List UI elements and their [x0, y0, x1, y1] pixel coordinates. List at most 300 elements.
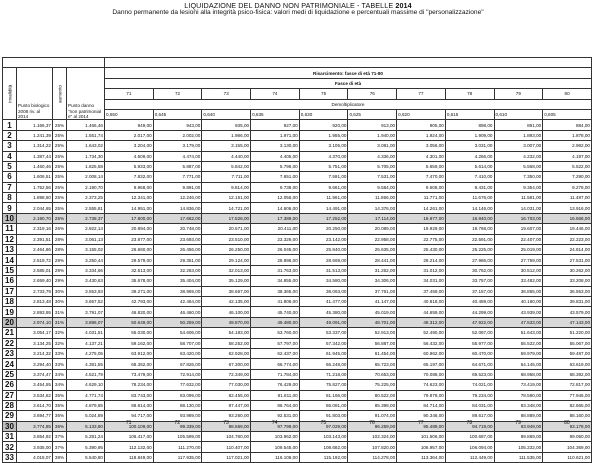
row-value: 97.029,00: [299, 421, 348, 431]
row-value: 17.252,00: [299, 213, 348, 223]
row-value: 25.635,00: [348, 245, 397, 255]
row-value: 73.479,00: [105, 369, 154, 379]
row-value: 4.440,00: [202, 151, 251, 161]
row-aumento: 25%: [53, 213, 67, 223]
footer-age: 75: [320, 420, 327, 426]
row-value: 17.662,00: [153, 213, 202, 223]
header-left-blank: [3, 58, 105, 68]
row-aumento: 25%: [53, 151, 67, 161]
row-value: 5.796,00: [251, 161, 300, 171]
row-value: 44.659,00: [397, 307, 446, 317]
row-value: 91.074,00: [348, 411, 397, 421]
table-row: [3, 224, 592, 234]
row-punto-biologico: 2.190,70: [17, 213, 53, 223]
row-invalidita: 18: [3, 296, 17, 306]
row-invalidita: 4: [3, 151, 17, 161]
row-value: 47.143,00: [543, 317, 592, 327]
footer-age: 80: [564, 420, 570, 426]
row-value: 81.811,00: [251, 390, 300, 400]
row-value: 38.969,00: [153, 286, 202, 296]
title-year: 2014: [395, 1, 412, 10]
row-value: 52.490,00: [397, 328, 446, 338]
row-value: 96.259,00: [348, 421, 397, 431]
row-value: 81.166,00: [299, 390, 348, 400]
row-punto-biologico: 2.585,01: [17, 265, 53, 275]
row-value: 32.513,00: [105, 265, 154, 275]
row-value: 2.982,00: [543, 141, 592, 151]
header-coeff: 0,630: [299, 109, 348, 119]
row-punto-biologico: 2.659,40: [17, 276, 53, 286]
row-value: 23.142,00: [299, 234, 348, 244]
row-value: 52.913,00: [348, 328, 397, 338]
row-punto-danno: 4.521,79: [67, 369, 105, 379]
row-aumento: 25%: [53, 161, 67, 171]
row-value: 61.454,00: [348, 348, 397, 358]
row-value: 32.013,00: [202, 265, 251, 275]
row-aumento: 30%: [53, 296, 67, 306]
row-punto-biologico: 1.606,51: [17, 172, 53, 182]
table-row: [3, 307, 592, 317]
row-aumento: 29%: [53, 276, 67, 286]
footer-age: 73: [223, 420, 229, 426]
row-value: 9.278,00: [543, 182, 592, 192]
row-invalidita: 16: [3, 276, 17, 286]
row-punto-biologico: 1.314,22: [17, 141, 53, 151]
row-value: 1.924,00: [397, 130, 446, 140]
row-value: 59.162,00: [105, 338, 154, 348]
row-punto-danno: 4.031,51: [67, 328, 105, 338]
table-row: [3, 296, 592, 306]
row-value: 1.940,00: [348, 130, 397, 140]
row-aumento: 25%: [53, 130, 67, 140]
row-value: 5.522,00: [543, 161, 592, 171]
row-value: 19.446,00: [543, 224, 592, 234]
row-value: 95.489,00: [397, 421, 446, 431]
header-risarcimento: Risarcimento: fasce di età 71-80: [105, 68, 592, 78]
footer-age: 72: [174, 420, 181, 426]
header-punto-biologico: Punto biologico 2008 riv. al 2014: [17, 68, 53, 120]
row-value: 14.376,00: [348, 203, 397, 213]
row-value: 9.584,00: [348, 182, 397, 192]
row-value: 33.482,00: [494, 276, 543, 286]
row-invalidita: 24: [3, 359, 17, 369]
table-row: [3, 141, 592, 151]
row-value: 116.106,00: [251, 452, 300, 462]
row-value: 913,00: [348, 120, 397, 130]
row-value: 35.404,00: [153, 276, 202, 286]
row-punto-danno: 5.281,24: [67, 432, 105, 442]
row-value: 75.225,00: [348, 380, 397, 390]
row-punto-danno: 3.250,44: [67, 255, 105, 265]
row-value: 100.687,00: [445, 432, 494, 442]
table-row: [3, 172, 592, 182]
row-value: 20.894,00: [105, 224, 154, 234]
row-invalidita: 22: [3, 338, 17, 348]
row-value: 20.748,00: [153, 224, 202, 234]
row-value: 88.160,00: [543, 411, 592, 421]
row-value: 33.757,00: [445, 276, 494, 286]
row-value: 25.840,00: [299, 245, 348, 255]
row-value: 17.389,00: [251, 213, 300, 223]
row-value: 111.270,00: [153, 442, 202, 452]
row-value: 110.621,00: [543, 452, 592, 462]
row-value: 88.814,00: [105, 400, 154, 410]
header-age: 78: [445, 89, 494, 99]
row-value: 11.487,00: [543, 193, 592, 203]
row-value: 3.130,00: [251, 141, 300, 151]
row-value: 14.951,00: [105, 203, 154, 213]
row-value: 38.667,00: [202, 286, 251, 296]
row-value: 111.535,00: [494, 452, 543, 462]
row-value: 26.045,00: [251, 245, 300, 255]
row-value: 117.021,00: [202, 452, 251, 462]
row-value: 75.827,00: [299, 380, 348, 390]
header-invalidita: Invalidità: [3, 68, 17, 120]
row-punto-danno: 2.738,37: [67, 213, 105, 223]
row-value: 50.259,00: [153, 317, 202, 327]
row-value: 11.771,00: [397, 193, 446, 203]
row-aumento: 37%: [53, 432, 67, 442]
row-value: 56.887,00: [348, 338, 397, 348]
row-value: 22.775,00: [397, 234, 446, 244]
row-value: 40.818,00: [397, 296, 446, 306]
row-value: 7.290,00: [543, 172, 592, 182]
row-value: 12.151,00: [202, 193, 251, 203]
row-value: 57.797,00: [251, 338, 300, 348]
row-aumento: 33%: [53, 348, 67, 358]
row-value: 1.893,00: [494, 130, 543, 140]
row-value: 106.417,00: [105, 432, 154, 442]
row-value: 56.432,00: [397, 338, 446, 348]
row-value: 38.365,00: [251, 286, 300, 296]
row-punto-biologico: 3.214,32: [17, 348, 53, 358]
row-invalidita: 27: [3, 390, 17, 400]
row-value: 7.711,00: [202, 172, 251, 182]
row-value: 104.780,00: [202, 432, 251, 442]
row-value: 104.369,00: [543, 442, 592, 452]
row-invalidita: 15: [3, 265, 17, 275]
table-row: [3, 317, 592, 327]
row-value: 23.326,00: [251, 234, 300, 244]
row-aumento: 32%: [53, 338, 67, 348]
table-row: [3, 442, 592, 452]
row-aumento: 38%: [53, 452, 67, 462]
row-punto-danno: 1.825,58: [67, 161, 105, 171]
row-punto-danno: 1.466,46: [67, 120, 105, 130]
row-value: 891,00: [494, 120, 543, 130]
row-punto-danno: 1.551,74: [67, 130, 105, 140]
row-value: 112.449,00: [445, 452, 494, 462]
row-aumento: 37%: [53, 442, 67, 452]
liquidation-table: [2, 57, 592, 463]
row-value: 93.949,00: [494, 421, 543, 431]
row-punto-biologico: 2.319,16: [17, 224, 53, 234]
table-row: [3, 286, 592, 296]
row-value: 28.441,00: [348, 255, 397, 265]
row-value: 20.571,00: [202, 224, 251, 234]
footer-age: 77: [417, 420, 424, 426]
row-value: 42.793,00: [105, 296, 154, 306]
row-invalidita: 31: [3, 432, 17, 442]
row-value: 60.470,00: [445, 348, 494, 358]
row-value: 3.031,00: [445, 141, 494, 151]
row-value: 16.703,00: [494, 213, 543, 223]
row-value: 78.234,00: [105, 380, 154, 390]
header-aumento: aumento: [53, 68, 67, 120]
row-value: 1.878,00: [543, 130, 592, 140]
row-value: 46.100,00: [202, 307, 251, 317]
row-value: 30.512,00: [494, 265, 543, 275]
row-value: 65.197,00: [397, 359, 446, 369]
row-value: 108.682,00: [299, 442, 348, 452]
row-invalidita: 21: [3, 328, 17, 338]
header-coeff: 0,645: [153, 109, 202, 119]
row-value: 12.246,00: [153, 193, 202, 203]
header-coeff: 0,620: [397, 109, 446, 119]
row-invalidita: 5: [3, 161, 17, 171]
row-value: 72.914,00: [153, 369, 202, 379]
row-value: 22.223,00: [543, 234, 592, 244]
table-row: [3, 328, 592, 338]
row-aumento: 34%: [53, 369, 67, 379]
row-value: 46.820,00: [105, 307, 154, 317]
row-value: 37.761,00: [348, 286, 397, 296]
row-value: 63.420,00: [153, 348, 202, 358]
row-value: 41.147,00: [348, 296, 397, 306]
row-value: 79.878,00: [397, 390, 446, 400]
row-value: 83.099,00: [153, 390, 202, 400]
row-punto-biologico: 1.898,60: [17, 193, 53, 203]
row-value: 102.324,00: [348, 432, 397, 442]
row-value: 50.649,00: [105, 317, 154, 327]
row-value: 14.836,00: [153, 203, 202, 213]
row-value: 3.105,00: [299, 141, 348, 151]
table-row: [3, 193, 592, 203]
row-invalidita: 9: [3, 203, 17, 213]
row-punto-biologico: 3.134,25: [17, 338, 53, 348]
row-value: 70.088,00: [397, 369, 446, 379]
row-value: 29.579,00: [105, 255, 154, 265]
row-value: 88.130,00: [153, 400, 202, 410]
row-value: 93.178,00: [543, 421, 592, 431]
row-aumento: 25%: [53, 141, 67, 151]
row-value: 3.007,00: [494, 141, 543, 151]
row-value: 39.271,00: [105, 286, 154, 296]
row-value: 78.590,00: [494, 390, 543, 400]
row-punto-danno: 4.137,21: [67, 338, 105, 348]
row-value: 93.260,00: [202, 411, 251, 421]
row-value: 20.411,00: [251, 224, 300, 234]
row-value: 57.342,00: [299, 338, 348, 348]
table-row: [3, 359, 592, 369]
row-value: 106.094,00: [445, 442, 494, 452]
row-value: 114.278,00: [348, 452, 397, 462]
row-value: 36.553,00: [543, 286, 592, 296]
row-value: 45.019,00: [348, 307, 397, 317]
row-punto-biologico: 1.387,44: [17, 151, 53, 161]
row-aumento: 32%: [53, 328, 67, 338]
row-value: 109.545,00: [251, 442, 300, 452]
row-value: 927,00: [251, 120, 300, 130]
row-value: 12.341,00: [105, 193, 154, 203]
row-value: 74.623,00: [397, 380, 446, 390]
row-value: 23.693,00: [153, 234, 202, 244]
row-aumento: 29%: [53, 255, 67, 265]
table-row: [3, 245, 592, 255]
row-invalidita: 10: [3, 213, 17, 223]
row-value: 9.508,00: [397, 182, 446, 192]
row-invalidita: 28: [3, 400, 17, 410]
row-punto-danno: 1.643,02: [67, 141, 105, 151]
row-value: 12.056,00: [251, 193, 300, 203]
row-value: 88.889,00: [494, 411, 543, 421]
footer-age: 79: [515, 420, 521, 426]
table-row: [3, 380, 592, 390]
row-value: 22.591,00: [445, 234, 494, 244]
row-value: 7.832,00: [105, 172, 154, 182]
row-value: 34.580,00: [299, 276, 348, 286]
row-value: 19.929,00: [397, 224, 446, 234]
row-value: 31.513,00: [299, 265, 348, 275]
header-coeff: 0,610: [494, 109, 543, 119]
row-value: 63.912,00: [105, 348, 154, 358]
row-punto-danno: 5.133,80: [67, 421, 105, 431]
row-value: 72.349,00: [202, 369, 251, 379]
row-invalidita: 23: [3, 348, 17, 358]
header-top-band: [105, 58, 592, 68]
header-coeff: 0,615: [445, 109, 494, 119]
row-value: 11.961,00: [299, 193, 348, 203]
header-age: 75: [299, 89, 348, 99]
row-value: 3.204,00: [105, 141, 154, 151]
row-punto-biologico: 3.374,47: [17, 369, 53, 379]
row-value: 107.820,00: [348, 442, 397, 452]
row-aumento: 35%: [53, 400, 67, 410]
row-value: 17.800,00: [105, 213, 154, 223]
row-value: 74.021,00: [445, 380, 494, 390]
row-value: 28.669,00: [299, 255, 348, 265]
row-value: 101.506,00: [397, 432, 446, 442]
row-value: 76.429,00: [251, 380, 300, 390]
row-punto-danno: 2.190,70: [67, 182, 105, 192]
row-value: 4.474,00: [153, 151, 202, 161]
footer-age-row: [2, 420, 592, 428]
row-value: 42.464,00: [153, 296, 202, 306]
row-value: 49.091,00: [299, 317, 348, 327]
row-value: 14.606,00: [251, 203, 300, 213]
row-value: 9.661,00: [299, 182, 348, 192]
row-value: 20.089,00: [348, 224, 397, 234]
row-value: 28.214,00: [397, 255, 446, 265]
row-value: 32.263,00: [153, 265, 202, 275]
row-value: 117.935,00: [153, 452, 202, 462]
row-value: 2.017,00: [105, 130, 154, 140]
row-value: 1.909,00: [445, 130, 494, 140]
row-value: 67.826,00: [153, 359, 202, 369]
row-aumento: 30%: [53, 286, 67, 296]
row-value: 64.671,00: [445, 359, 494, 369]
row-invalidita: 11: [3, 224, 17, 234]
row-value: 49.480,00: [251, 317, 300, 327]
row-value: 59.487,00: [543, 348, 592, 358]
row-value: 77.946,00: [543, 390, 592, 400]
row-value: 49.870,00: [202, 317, 251, 327]
row-value: 29.124,00: [202, 255, 251, 265]
row-value: 27.986,00: [445, 255, 494, 265]
row-value: 17.526,00: [202, 213, 251, 223]
header-row-risarcimento: [3, 68, 592, 78]
row-invalidita: 30: [3, 421, 17, 431]
row-aumento: 26%: [53, 224, 67, 234]
row-value: 68.958,00: [494, 369, 543, 379]
row-value: 90.346,00: [397, 411, 446, 421]
row-invalidita: 13: [3, 245, 17, 255]
table-row: [3, 348, 592, 358]
row-value: 54.606,00: [153, 328, 202, 338]
row-value: 86.081,00: [299, 400, 348, 410]
header-coeff: 0,625: [348, 109, 397, 119]
row-value: 105.599,00: [153, 432, 202, 442]
row-value: 17.114,00: [348, 213, 397, 223]
row-punto-danno: 2.373,25: [67, 193, 105, 203]
row-aumento: 29%: [53, 265, 67, 275]
row-value: 46.460,00: [153, 307, 202, 317]
row-value: 62.437,00: [251, 348, 300, 358]
row-value: 4.266,00: [445, 151, 494, 161]
row-punto-biologico: 2.733,79: [17, 286, 53, 296]
row-value: 24.814,00: [543, 245, 592, 255]
row-value: 9.738,00: [251, 182, 300, 192]
row-value: 51.220,00: [543, 328, 592, 338]
row-punto-danno: 4.771,74: [67, 390, 105, 400]
row-value: 1.971,00: [251, 130, 300, 140]
row-value: 13.916,00: [543, 203, 592, 213]
row-punto-danno: 2.008,14: [67, 172, 105, 182]
row-value: 7.591,00: [299, 172, 348, 182]
table-row: [3, 432, 592, 442]
row-punto-biologico: 3.454,55: [17, 380, 53, 390]
row-invalidita: 19: [3, 307, 17, 317]
header-fasce: Fasce di età: [105, 78, 592, 88]
row-value: 7.771,00: [153, 172, 202, 182]
row-invalidita: 2: [3, 130, 17, 140]
row-invalidita: 3: [3, 141, 17, 151]
row-value: 62.928,00: [202, 348, 251, 358]
row-value: 58.252,00: [202, 338, 251, 348]
row-value: 949,00: [105, 120, 154, 130]
row-value: 84.031,00: [445, 400, 494, 410]
row-value: 67.300,00: [202, 359, 251, 369]
header-age: 73: [202, 89, 251, 99]
row-value: 66.774,00: [251, 359, 300, 369]
table-row: [3, 400, 592, 410]
row-value: 39.831,00: [543, 296, 592, 306]
row-aumento: 34%: [53, 380, 67, 390]
row-invalidita: 29: [3, 411, 17, 421]
row-invalidita: 33: [3, 452, 17, 462]
row-punto-danno: 4.275,05: [67, 348, 105, 358]
row-value: 41.806,00: [251, 296, 300, 306]
row-punto-biologico: 2.813,48: [17, 296, 53, 306]
table-row: [3, 369, 592, 379]
header-coeff: 0,650: [105, 109, 154, 119]
row-value: 55.977,00: [445, 338, 494, 348]
header-age: 80: [543, 89, 592, 99]
row-invalidita: 8: [3, 193, 17, 203]
row-value: 9.814,00: [202, 182, 251, 192]
row-value: 4.197,00: [543, 151, 592, 161]
row-value: 884,00: [543, 120, 592, 130]
